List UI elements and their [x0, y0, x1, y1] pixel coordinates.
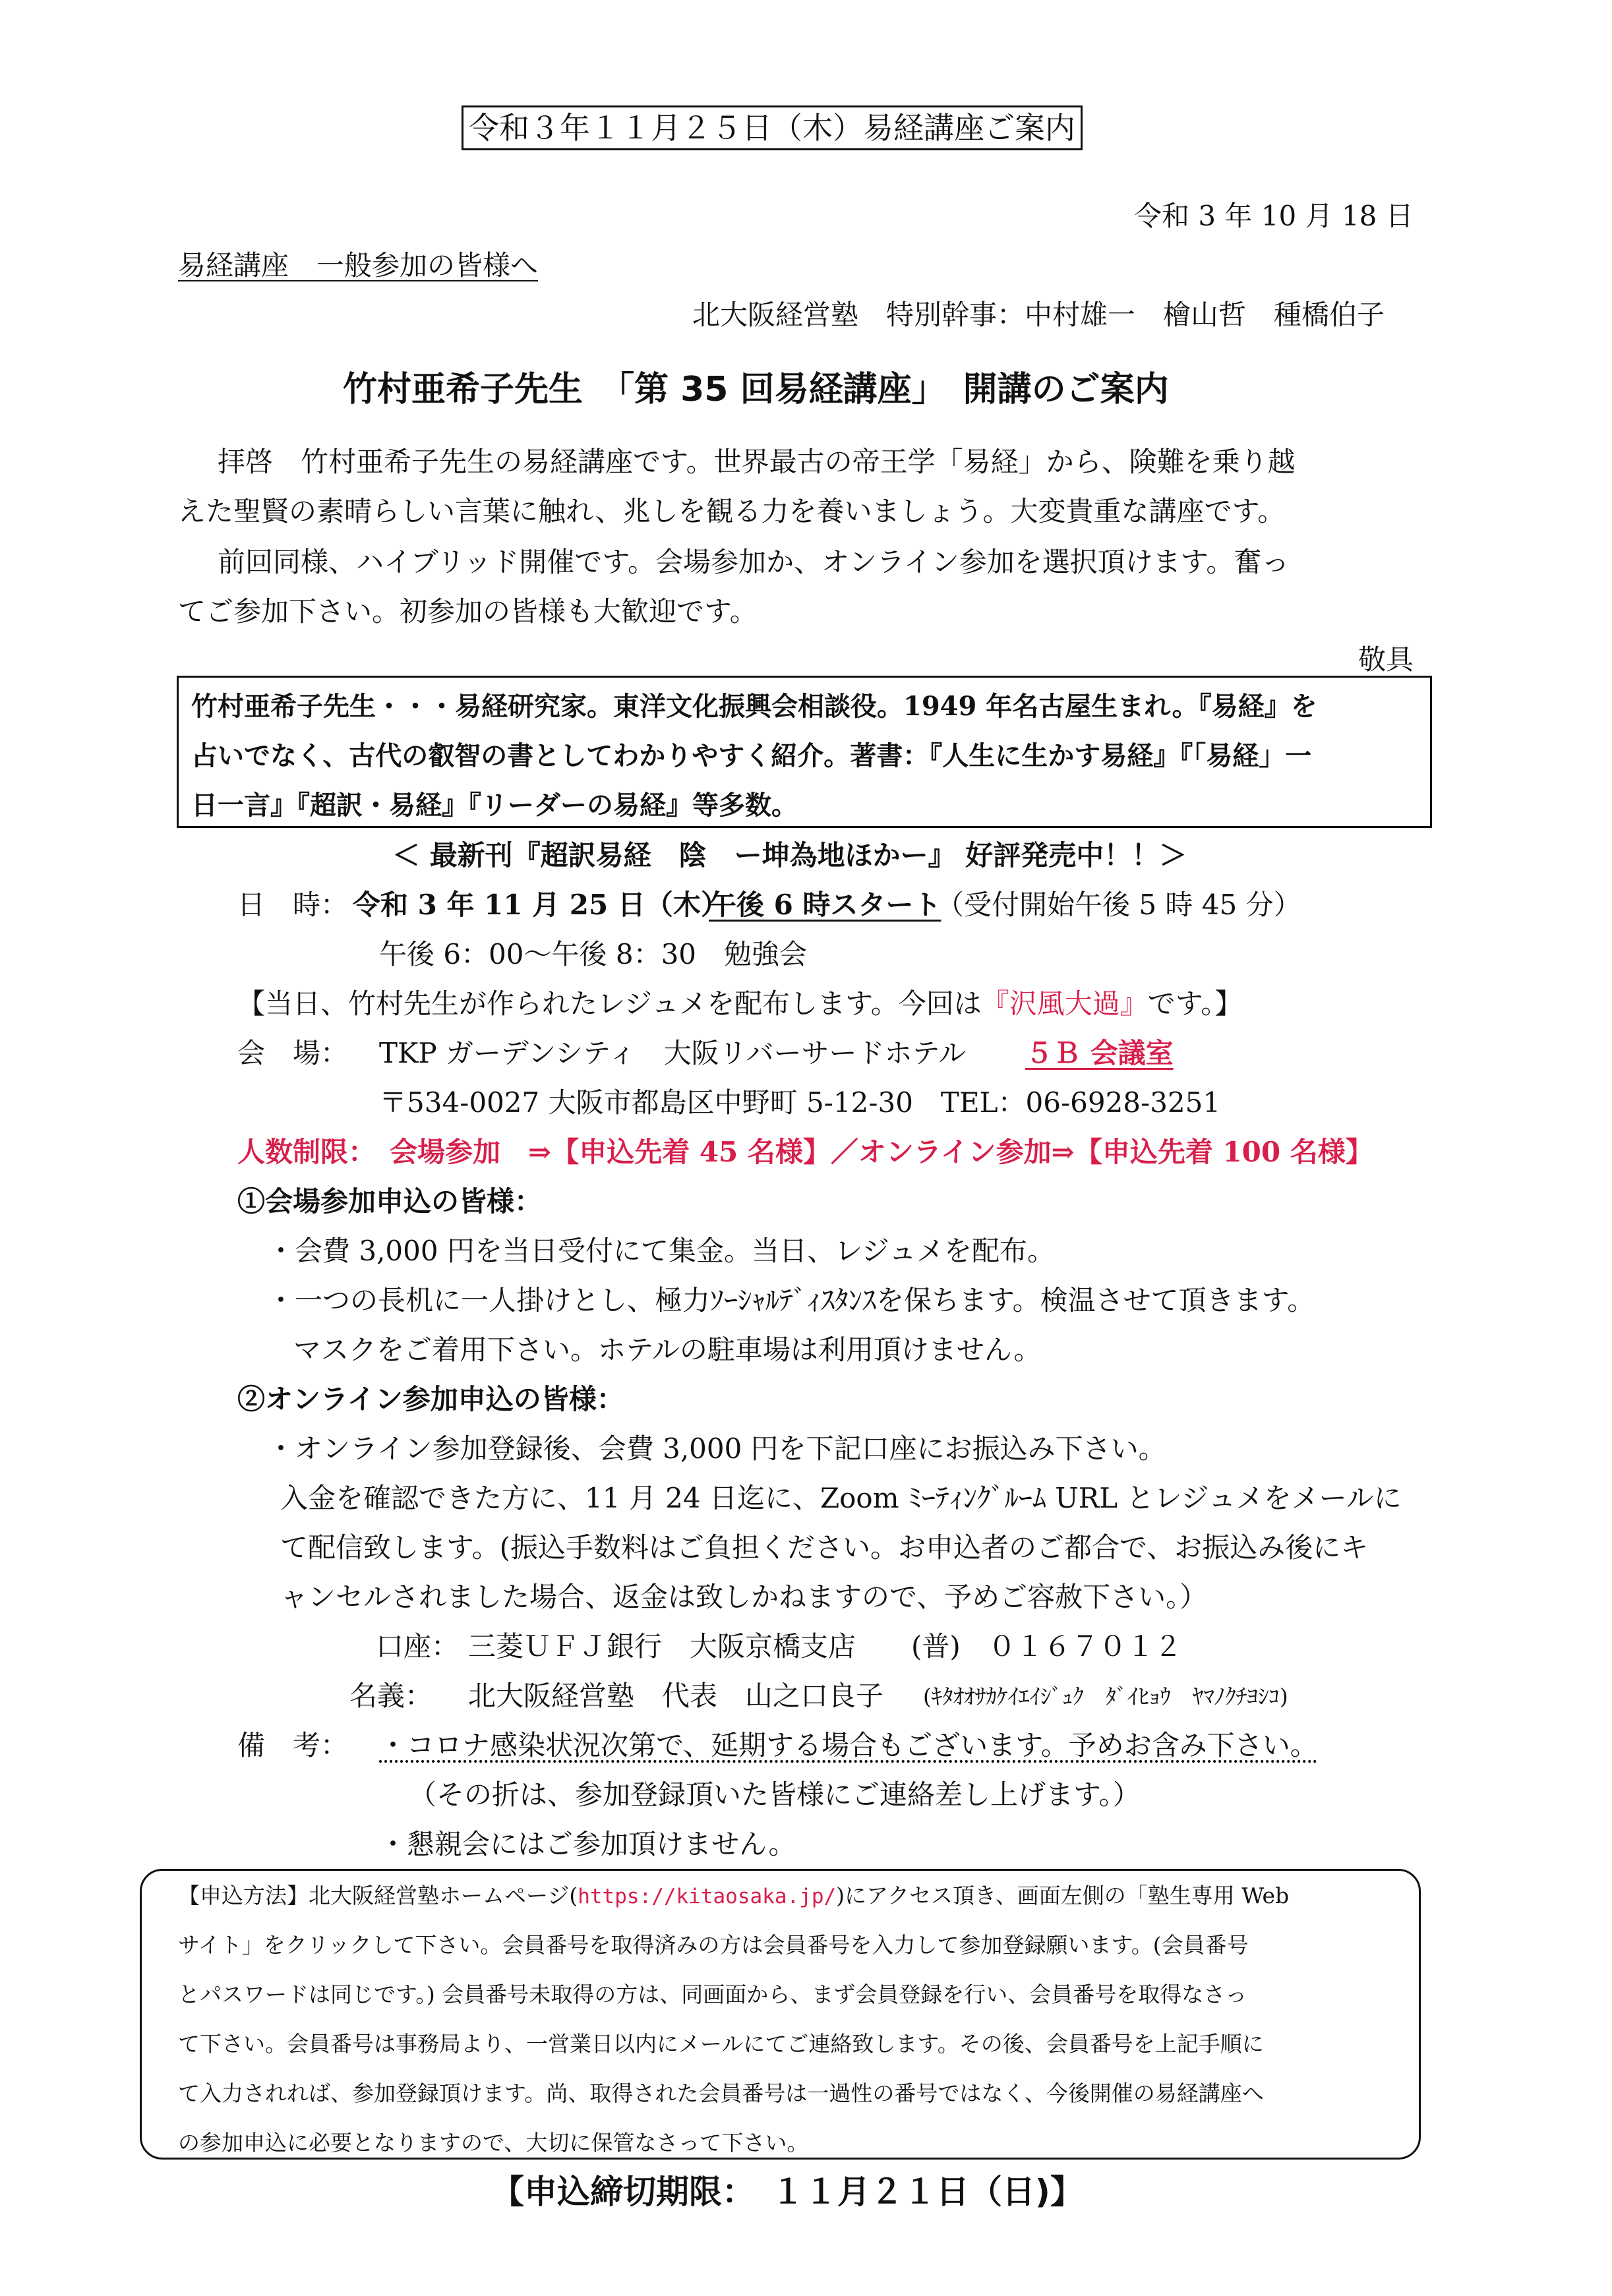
schedule-notice: [237, 982, 1242, 1022]
account-value: 三菱ＵＦＪ銀行 大阪京橋支店 (普) ０１６７０１２: [468, 1630, 1182, 1663]
new-book-notice: ＜ 最新刊『超訳易経 陰 ー坤為地ほかー』 好評発売中！！＞: [392, 839, 1187, 871]
online-heading: ②オンライン参加申込の皆様：: [237, 1383, 624, 1415]
holder-label: 名義：: [349, 1680, 433, 1712]
profile-line-2: 占いでなく、古代の叡智の書としてわかりやすく紹介。著書：『人生に生かす易経』『「易経」一: [191, 740, 1312, 771]
profile-line-3: 日一言』『超訳・易経』『リーダーの易経』等多数。: [191, 790, 798, 821]
homepage-link[interactable]: https://kitaosaka.jp/: [578, 1885, 837, 1908]
schedule-notice-post: です。】: [1147, 987, 1243, 1020]
venue-label: 会 場：: [237, 1037, 349, 1069]
schedule-notice-pre: 【当日、竹村先生が作られたレジュメを配布します。今回は: [237, 987, 982, 1020]
closing-keigu: 敬具: [1358, 643, 1414, 676]
apply-line-5: て入力されれば、参加登録頂けます。尚、取得された会員番号は一過性の番号ではなく、今後開催の易経講座へ: [178, 2080, 1264, 2106]
apply-line-3: とパスワードは同じです。) 会員番号未取得の方は、同画面から、まず会員登録を行い、会員番号を取得なさっ: [178, 1982, 1247, 2007]
venue-room: ５Ｂ 会議室: [1025, 1037, 1174, 1069]
issue-date: 令和 3 年 10 月 18 日: [1134, 200, 1414, 232]
venue-address: 〒534-0027 大阪市都島区中野町 5-12-30 TEL：06-6928-3251: [379, 1086, 1221, 1119]
apply-line-1-post: )にアクセス頂き、画面左側の「塾生専用 Web: [836, 1883, 1290, 1908]
onsite-item-2b: マスクをご着用下さい。ホテルの駐車場は利用頂けません。: [293, 1334, 1042, 1366]
holder-value: 北大阪経営塾 代表 山之口良子: [468, 1680, 884, 1712]
intro-line-3: 前回同様、ハイブリッド開催です。会場参加か、オンライン参加を選択頂けます。奮っ: [218, 546, 1290, 578]
apply-line-1-pre: 【申込方法】北大阪経営塾ホームページ(: [178, 1883, 578, 1908]
application-deadline: 【申込締切期限： １１月２１日（日)】: [491, 2173, 1083, 2211]
apply-line-6: の参加申込に必要となりますので、大切に保管なさって下さい。: [178, 2130, 809, 2156]
onsite-item-1: ・会費 3,000 円を当日受付にて集金。当日、レジュメを配布。: [267, 1235, 1056, 1267]
schedule-notice-topic: 『沢風大過』: [981, 987, 1148, 1020]
online-line-2: 入金を確認できた方に、11 月 24 日迄に、Zoom ﾐｰﾃｨﾝｸﾞﾙｰﾑ URL とレジュメをメールに: [280, 1482, 1402, 1514]
intro-line-4: てご参加下さい。初参加の皆様も大歓迎です。: [178, 595, 758, 628]
profile-line-1: 竹村亜希子先生・・・易経研究家。東洋文化振興会相談役。1949 年名古屋生まれ。『易経』を: [191, 691, 1317, 722]
boxed-title-text: 令和３年１１月２５日（木）易経講座ご案内: [469, 110, 1075, 146]
remarks-item-1b: （その折は、参加登録頂いた皆様にご連絡差し上げます。）: [409, 1779, 1141, 1811]
schedule-label: 日 時：: [237, 889, 349, 921]
online-line-3: て配信致します。(振込手数料はご負担ください。お申込者のご都合で、お振込み後にキ: [280, 1531, 1369, 1564]
remarks-label: 備 考：: [237, 1729, 349, 1761]
schedule-time-range: 午後 6：00～午後 8：30 勉強会: [379, 938, 808, 970]
apply-line-1: [178, 1879, 1289, 1910]
online-line-4: ャンセルされました場合、返金は致しかねますので、予めご容赦下さい。）: [280, 1581, 1208, 1613]
schedule-date: 令和 3 年 11 月 25 日（木）: [353, 889, 729, 921]
intro-line-1: 拝啓 竹村亜希子先生の易経講座です。世界最古の帝王学「易経」から、険難を乗り越: [218, 446, 1296, 478]
online-item-1: ・オンライン参加登録後、会費 3,000 円を下記口座にお振込み下さい。: [267, 1432, 1166, 1465]
apply-box: [140, 1869, 1421, 2160]
remarks-item-1: ・コロナ感染状況次第で、延期する場合もございます。予めお含み下さい。: [379, 1729, 1318, 1761]
addressee: 易経講座 一般参加の皆様へ: [178, 249, 539, 281]
remarks-item-2: ・懇親会にはご参加頂けません。: [379, 1828, 796, 1860]
account-label: 口座：: [376, 1630, 460, 1663]
schedule-reception: （受付開始午後 5 時 45 分）: [936, 889, 1301, 921]
holder-kana: (ｷﾀｵｵｻｶｹｲｴｲｼﾞｭｸ ﾀﾞｲﾋｮｳ ﾔﾏﾉｸﾁﾖｼｺ): [923, 1684, 1288, 1709]
intro-line-2: えた聖賢の素晴らしい言葉に触れ、兆しを観る力を養いましょう。大変貴重な講座です。: [178, 495, 1286, 527]
onsite-heading: ①会場参加申込の皆様：: [237, 1185, 543, 1218]
schedule-start: 午後 6 時スタート: [709, 889, 941, 921]
venue-name: TKP ガーデンシティ 大阪リバーサードホテル: [379, 1037, 967, 1069]
main-title: 竹村亜希子先生 「第 35 回易経講座」 開講のご案内: [343, 370, 1169, 409]
apply-line-2: サイト」をクリックして下さい。会員番号を取得済みの方は会員番号を入力して参加登録願います。(会員番号: [178, 1932, 1249, 1958]
apply-line-4: て下さい。会員番号は事務局より、一営業日以内にメールにてご連絡致します。その後、会員番号を上記手順に: [178, 2031, 1264, 2057]
boxed-title: [462, 105, 1083, 150]
sender-line: 北大阪経営塾 特別幹事：中村雄一 檜山哲 種橋伯子: [692, 299, 1385, 331]
onsite-item-2: ・一つの長机に一人掛けとし、極力ｿｰｼｬﾙﾃﾞｨｽﾀﾝｽを保ちます。検温させて頂きます。: [267, 1284, 1315, 1316]
capacity-limit: 人数制限： 会場参加 ⇒【申込先着 45 名様】／オンライン参加⇒【申込先着 100 名様】: [237, 1136, 1373, 1168]
